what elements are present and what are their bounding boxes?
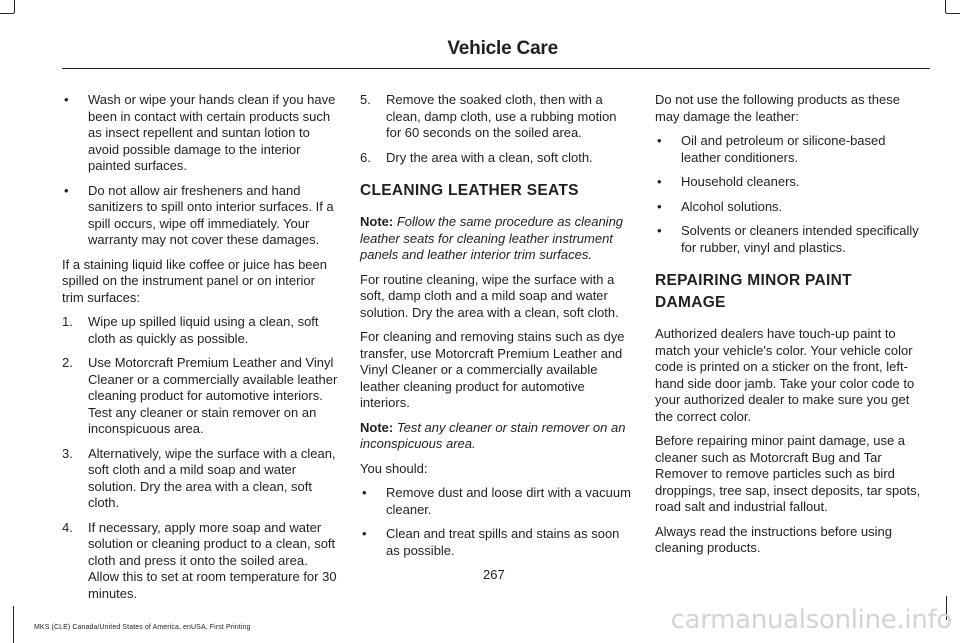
column-1 xyxy=(62,92,338,610)
list-item: • Alcohol solutions. xyxy=(657,198,783,214)
bullet-list xyxy=(360,485,632,559)
paragraph: Do not use the following products as these may damage the leather: xyxy=(655,92,900,124)
note-label: Note: xyxy=(360,419,394,435)
header-divider xyxy=(62,68,930,69)
bullet-marker: • xyxy=(64,182,69,198)
paragraph: Before repairing minor paint damage, use a cleaner such as Motorcraft Bug and Tar Remover to remove particles such as bird droppings, tree sap, insect deposits, tar spots, road salt and industrial fallout. xyxy=(655,433,921,514)
step-number: 6. xyxy=(360,149,371,165)
list-item: • Do not allow air fresheners and hand sanitizers to spill onto interior surfaces. If a spill occurs, wipe off immediately. Your warranty may not cover these damages. xyxy=(64,182,334,247)
list-item: 4. If necessary, apply more soap and water solution or cleaning product to a clean, soft cloth and press it onto the soiled area. Allow this to set at room temperature for 30 minutes. xyxy=(62,519,337,601)
column-2 xyxy=(360,92,632,567)
crop-mark xyxy=(945,0,946,13)
list-item: • Clean and treat spills and stains as soon as possible. xyxy=(362,526,620,558)
list-item: • Remove dust and loose dirt with a vacuum cleaner. xyxy=(362,485,631,517)
list-item: 1. Wipe up spilled liquid using a clean, soft cloth as quickly as possible. xyxy=(62,314,319,346)
crop-mark xyxy=(946,13,960,14)
list-item: • Oil and petroleum or silicone-based leather conditioners. xyxy=(657,133,886,165)
bullet-marker: • xyxy=(657,174,662,189)
paragraph: You should: xyxy=(360,460,428,476)
note xyxy=(360,420,632,453)
bullet-marker: • xyxy=(362,526,367,541)
section-heading: CLEANING LEATHER SEATS xyxy=(360,182,579,199)
paragraph: Always read the instructions before using cleaning products. xyxy=(655,523,893,555)
note-text: Follow the same procedure as cleaning leather seats for cleaning leather instrument panels and leather interior trim surfaces. xyxy=(360,214,624,262)
list-item: • Wash or wipe your hands clean if you have been in contact with certain products such as insect repellent and suntan lotion to avoid possible damage to the interior painted surfaces. xyxy=(64,92,336,173)
list-item: 6. Dry the area with a clean, soft cloth. xyxy=(360,149,593,165)
paragraph: For routine cleaning, wipe the surface with a soft, damp cloth and a mild soap and water solution. Dry the area with a clean, soft cloth. xyxy=(360,271,619,320)
watermark: carmanualsonline.info xyxy=(670,605,952,635)
paragraph: If a staining liquid like coffee or juice has been spilled on the instrument panel or on interior trim surfaces: xyxy=(62,256,327,305)
list-item: • Solvents or cleaners intended specifically for rubber, vinyl and plastics. xyxy=(657,223,919,255)
bullet-marker: • xyxy=(64,92,69,107)
list-item: 2. Use Motorcraft Premium Leather and Vinyl Cleaner or a commercially available leather cleaning product for automotive interiors. Test any cleaner or stain remover on an inconspicuous area. xyxy=(62,355,338,436)
bullet-marker: • xyxy=(657,198,662,214)
section-heading: REPAIRING MINOR PAINT DAMAGE xyxy=(655,272,852,311)
numbered-list xyxy=(360,92,632,166)
step-number: 2. xyxy=(62,355,73,370)
list-item: 5. Remove the soaked cloth, then with a clean, damp cloth, use a rubbing motion for 60 seconds on the soiled area. xyxy=(360,92,617,140)
step-number: 3. xyxy=(62,445,73,461)
step-number: 1. xyxy=(62,314,73,329)
paragraph: For cleaning and removing stains such as dye transfer, use Motorcraft Premium Leather and Vinyl Cleaner or a commercially available leather cleaning product for automotive interiors. xyxy=(360,329,625,410)
step-number: 5. xyxy=(360,92,371,107)
step-number: 4. xyxy=(62,519,73,535)
note-text: Test any cleaner or stain remover on an inconspicuous area. xyxy=(360,419,626,451)
bullet-marker: • xyxy=(362,485,367,500)
page-number: 267 xyxy=(483,567,505,582)
bullet-list xyxy=(62,92,338,249)
numbered-list xyxy=(62,314,338,602)
crop-mark xyxy=(14,0,15,13)
column-3 xyxy=(655,92,928,565)
note-label: Note: xyxy=(360,214,394,229)
crop-mark xyxy=(13,606,14,643)
list-item: 3. Alternatively, wipe the surface with a clean, soft cloth and a mild soap and water solution. Dry the area with a clean, soft cloth. xyxy=(62,445,336,510)
crop-mark xyxy=(0,13,14,14)
bullet-marker: • xyxy=(657,223,662,238)
footer-text: MKS (CLE) Canada/United States of America, enUSA, First Printing xyxy=(34,624,251,631)
bullet-list xyxy=(655,133,928,256)
bullet-marker: • xyxy=(657,133,662,148)
page-title: Vehicle Care xyxy=(447,38,558,59)
list-item: • Household cleaners. xyxy=(657,174,800,189)
note xyxy=(360,214,632,264)
paragraph: Authorized dealers have touch-up paint to match your vehicle's color. Your vehicle color code is printed on a sticker on the front, left-hand side door jamb. Take your color code to your authorized dealer to make sure you get the correct color. xyxy=(655,326,915,424)
